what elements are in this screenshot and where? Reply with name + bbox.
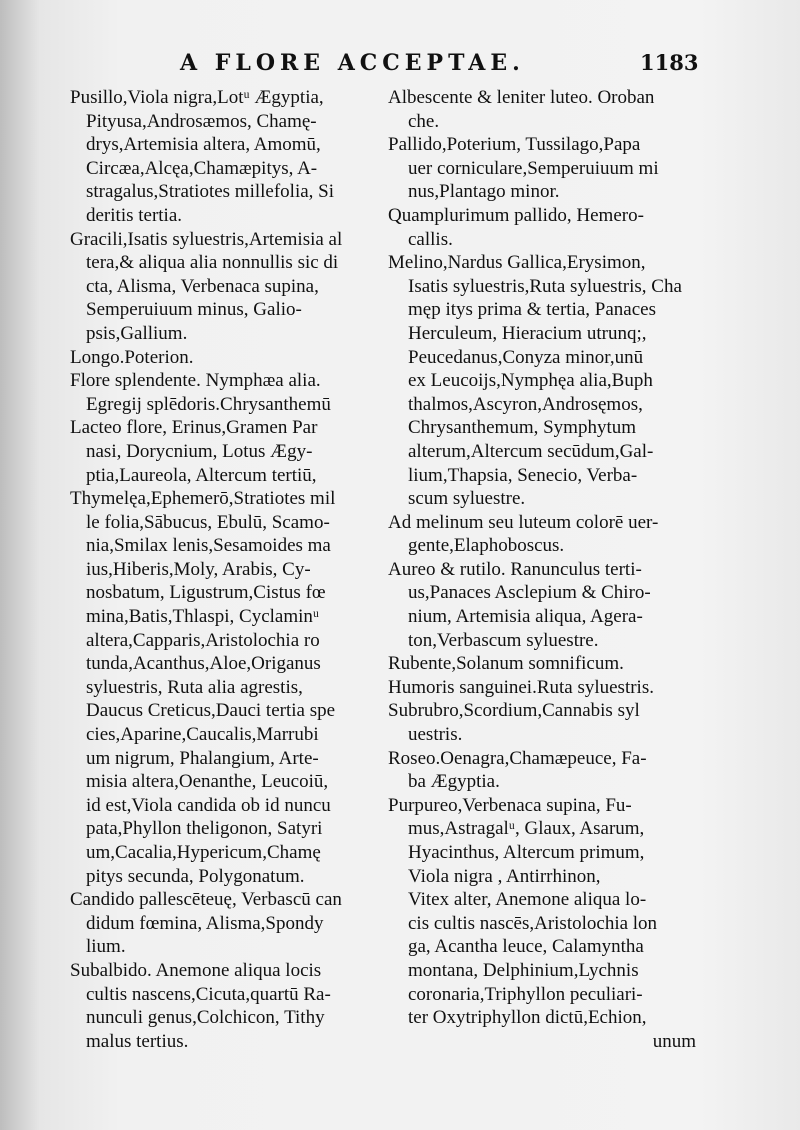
right-text-line: Herculeum, Hieracium utrunq;, <box>408 322 647 344</box>
right-text-line: Peucedanus,Conyza minor,unū <box>408 346 644 368</box>
left-text-line: nosbatum, Ligustrum,Cistus fœ <box>86 582 326 604</box>
right-text-line: alterum,Altercum secūdum,Gal- <box>408 440 654 462</box>
page-number: 1183 <box>640 50 699 75</box>
left-text-line: Egregij splēdoris.Chrysanthemū <box>86 393 331 415</box>
right-column <box>388 86 710 1053</box>
left-text-line: nia,Smilax lenis,Sesamoides ma <box>86 535 331 557</box>
right-text-line: nus,Plantago minor. <box>408 181 560 203</box>
right-text-line: Isatis syluestris,Ruta syluestris, Cha <box>408 275 682 297</box>
right-text-line: ton,Verbascum syluestre. <box>408 629 599 651</box>
left-text-line: misia altera,Oenanthe, Leucoiū, <box>86 771 329 793</box>
left-text-line: Pityusa,Androsæmos, Chamę- <box>86 110 317 132</box>
left-text-line: didum fœmina, Alisma,Spondy <box>86 912 324 934</box>
left-text-line: Gracili,Isatis syluestris,Artemisia al <box>70 228 343 250</box>
left-text-line: tunda,Acanthus,Aloe,Origanus <box>86 653 321 675</box>
left-text-line: stragalus,Stratiotes millefolia, Si <box>86 181 335 203</box>
right-text-line: uestris. <box>408 724 463 746</box>
left-text-line: mina,Batis,Thlaspi, Cyclaminᵘ <box>86 606 320 628</box>
right-text-line: ex Leucoijs,Nymphęa alia,Buph <box>408 370 653 392</box>
right-text-line: nium, Artemisia aliqua, Agera- <box>408 606 643 628</box>
left-text-line: ius,Hiberis,Moly, Arabis, Cy- <box>86 558 311 580</box>
left-column <box>70 86 385 1053</box>
right-text-line: montana, Delphinium,Lychnis <box>408 959 639 981</box>
left-text-line: Longo.Poterion. <box>70 346 194 368</box>
right-text-line: Pallido,Poterium, Tussilago,Papa <box>388 134 641 156</box>
right-text-line: Humoris sanguinei.Ruta syluestris. <box>388 676 654 698</box>
left-text-line: nasi, Dorycnium, Lotus Ægy- <box>86 440 313 462</box>
left-text-line: psis,Gallium. <box>86 322 188 344</box>
right-text-line: Purpureo,Verbenaca supina, Fu- <box>388 794 632 816</box>
right-text-line: Ad melinum seu luteum colorē uer- <box>388 511 659 533</box>
left-text-line: Circæa,Alcęa,Chamæpitys, A- <box>86 157 318 179</box>
left-text-line: Flore splendente. Nymphæa alia. <box>70 370 321 392</box>
running-head: A FLORE ACCEPTAE. <box>180 50 525 76</box>
left-text-line: malus tertius. <box>86 1030 189 1052</box>
left-text-line: Lacteo flore, Erinus,Gramen Par <box>70 417 318 439</box>
right-text-line: us,Panaces Asclepium & Chiro- <box>408 582 651 604</box>
right-text-line: uer corniculare,Semperuiuum mi <box>408 157 659 179</box>
left-text-line: lium. <box>86 936 126 958</box>
right-text-line: Vitex alter, Anemone aliqua lo- <box>408 889 647 911</box>
left-text-line: Subalbido. Anemone aliqua locis <box>70 959 322 981</box>
right-text-line: mus,Astragalᵘ, Glaux, Asarum, <box>408 818 645 840</box>
left-text-line: Pusillo,Viola nigra,Lotᵘ Ægyptia, <box>70 87 324 108</box>
left-text-line: pitys secunda, Polygonatum. <box>86 865 305 887</box>
left-text-line: le folia,Sābucus, Ebulū, Scamo- <box>86 511 330 533</box>
right-text-line: ga, Acantha leuce, Calamyntha <box>408 936 644 958</box>
right-text-line: ba Ægyptia. <box>408 771 500 793</box>
left-text-line: um nigrum, Phalangium, Arte- <box>86 747 319 769</box>
right-text-line: Roseo.Oenagra,Chamæpeuce, Fa- <box>388 747 647 769</box>
left-text-line: um,Cacalia,Hypericum,Chamę <box>86 842 321 863</box>
right-text-line: Albescente & leniter luteo. Oroban <box>388 87 655 108</box>
right-text-line: che. <box>408 110 440 132</box>
right-text-line: Quamplurimum pallido, Hemero- <box>388 204 644 226</box>
right-text-line: ter Oxytriphyllon dictū,Echion, <box>408 1007 647 1029</box>
left-text-line: syluestris, Ruta alia agrestis, <box>86 676 303 698</box>
right-text-line: unum <box>652 1030 696 1052</box>
left-text-line: pata,Phyllon theligonon, Satyri <box>86 818 323 840</box>
right-text-line: Viola nigra , Antirrhinon, <box>408 865 601 887</box>
left-text-line: cultis nascens,Cicuta,quartū Ra- <box>86 983 331 1005</box>
right-text-line: Rubente,Solanum somnificum. <box>388 653 624 675</box>
left-text-line: drys,Artemisia altera, Amomū, <box>86 134 321 156</box>
left-text-line: Candido pallescēteuę, Verbascū can <box>70 889 342 911</box>
left-text-line: id est,Viola candida ob id nuncu <box>86 794 331 816</box>
right-text-line: coronaria,Triphyllon peculiari- <box>408 983 643 1005</box>
left-text-line: tera,& aliqua alia nonnullis sic di <box>86 252 339 274</box>
left-text-line: altera,Capparis,Aristolochia ro <box>86 629 320 651</box>
right-text-line: scum syluestre. <box>408 488 526 510</box>
left-text-line: ptia,Laureola, Altercum tertiū, <box>86 464 317 486</box>
left-text-line: cta, Alisma, Verbenaca supina, <box>86 275 319 297</box>
right-text-line: męp itys prima & tertia, Panaces <box>408 299 656 321</box>
left-text-line: Thymelęa,Ephemerō,Stratiotes mil <box>70 488 336 510</box>
right-text-line: thalmos,Ascyron,Androsęmos, <box>408 393 643 415</box>
right-text-line: Aureo & rutilo. Ranunculus terti- <box>388 558 642 580</box>
right-text-line: cis cultis nascēs,Aristolochia lon <box>408 912 658 934</box>
page-header <box>0 50 800 82</box>
right-text-line: gente,Elaphoboscus. <box>408 535 565 557</box>
right-text-line: Chrysanthemum, Symphytum <box>408 417 636 439</box>
left-text-line: Daucus Creticus,Dauci tertia spe <box>86 700 336 722</box>
right-text-line: callis. <box>408 228 453 250</box>
left-text-line: deritis tertia. <box>86 204 183 226</box>
right-text-line: Melino,Nardus Gallica,Erysimon, <box>388 252 646 274</box>
left-text-line: Semperuiuum minus, Galio- <box>86 299 302 321</box>
right-text-line: Hyacinthus, Altercum primum, <box>408 842 645 863</box>
right-text-line: lium,Thapsia, Senecio, Verba- <box>408 464 638 486</box>
left-text-line: nunculi genus,Colchicon, Tithy <box>86 1007 325 1029</box>
left-text-line: cies,Aparine,Caucalis,Marrubi <box>86 724 319 746</box>
right-text-line: Subrubro,Scordium,Cannabis syl <box>388 700 640 722</box>
